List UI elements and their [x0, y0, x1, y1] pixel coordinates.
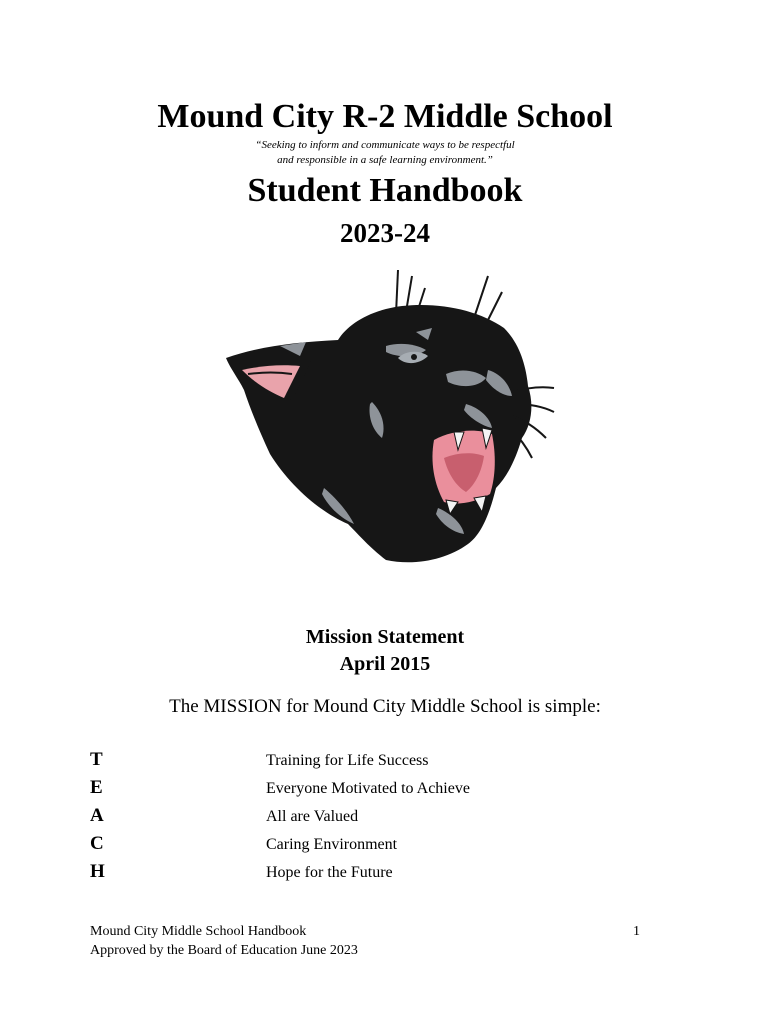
acronym-row: [90, 858, 690, 886]
mission-heading: [0, 624, 770, 678]
acronym-phrase: Training for Life Success: [266, 752, 429, 769]
page-number: 1: [633, 924, 640, 939]
footer-handbook-name: Mound City Middle School Handbook: [90, 924, 307, 939]
acronym-phrase: Hope for the Future: [266, 864, 393, 881]
mission-intro: The MISSION for Mound City Middle School is simple:: [169, 696, 601, 717]
acronym-row: [90, 802, 690, 830]
acronym-row: [90, 746, 690, 774]
acronym-phrase: Everyone Motivated to Achieve: [266, 780, 470, 797]
handbook-title: Student Handbook: [247, 172, 523, 209]
acronym-phrase: All are Valued: [266, 808, 359, 825]
motto: [0, 138, 770, 168]
motto-line-1: “Seeking to inform and communicate ways to be respectful: [255, 139, 515, 151]
acronym-letter: C: [90, 833, 104, 854]
acronym-row: [90, 830, 690, 858]
acronym-row: [90, 774, 690, 802]
page-footer: [90, 922, 640, 960]
panther-head-icon: [220, 262, 560, 572]
school-year: 2023-24: [340, 218, 430, 248]
acronym-letter: A: [90, 805, 104, 826]
acronym-letter: H: [90, 861, 105, 882]
page-title: Mound City R-2 Middle School: [157, 98, 613, 135]
footer-approval-note: Approved by the Board of Education June 2023: [90, 943, 358, 958]
mission-date: April 2015: [339, 653, 431, 675]
motto-line-2: and responsible in a safe learning environment.”: [277, 154, 493, 166]
acronym-letter: E: [90, 777, 103, 798]
teach-acronym-list: [90, 746, 690, 886]
mission-title: Mission Statement: [305, 626, 465, 648]
acronym-letter: T: [90, 749, 103, 770]
acronym-phrase: Caring Environment: [266, 836, 398, 853]
